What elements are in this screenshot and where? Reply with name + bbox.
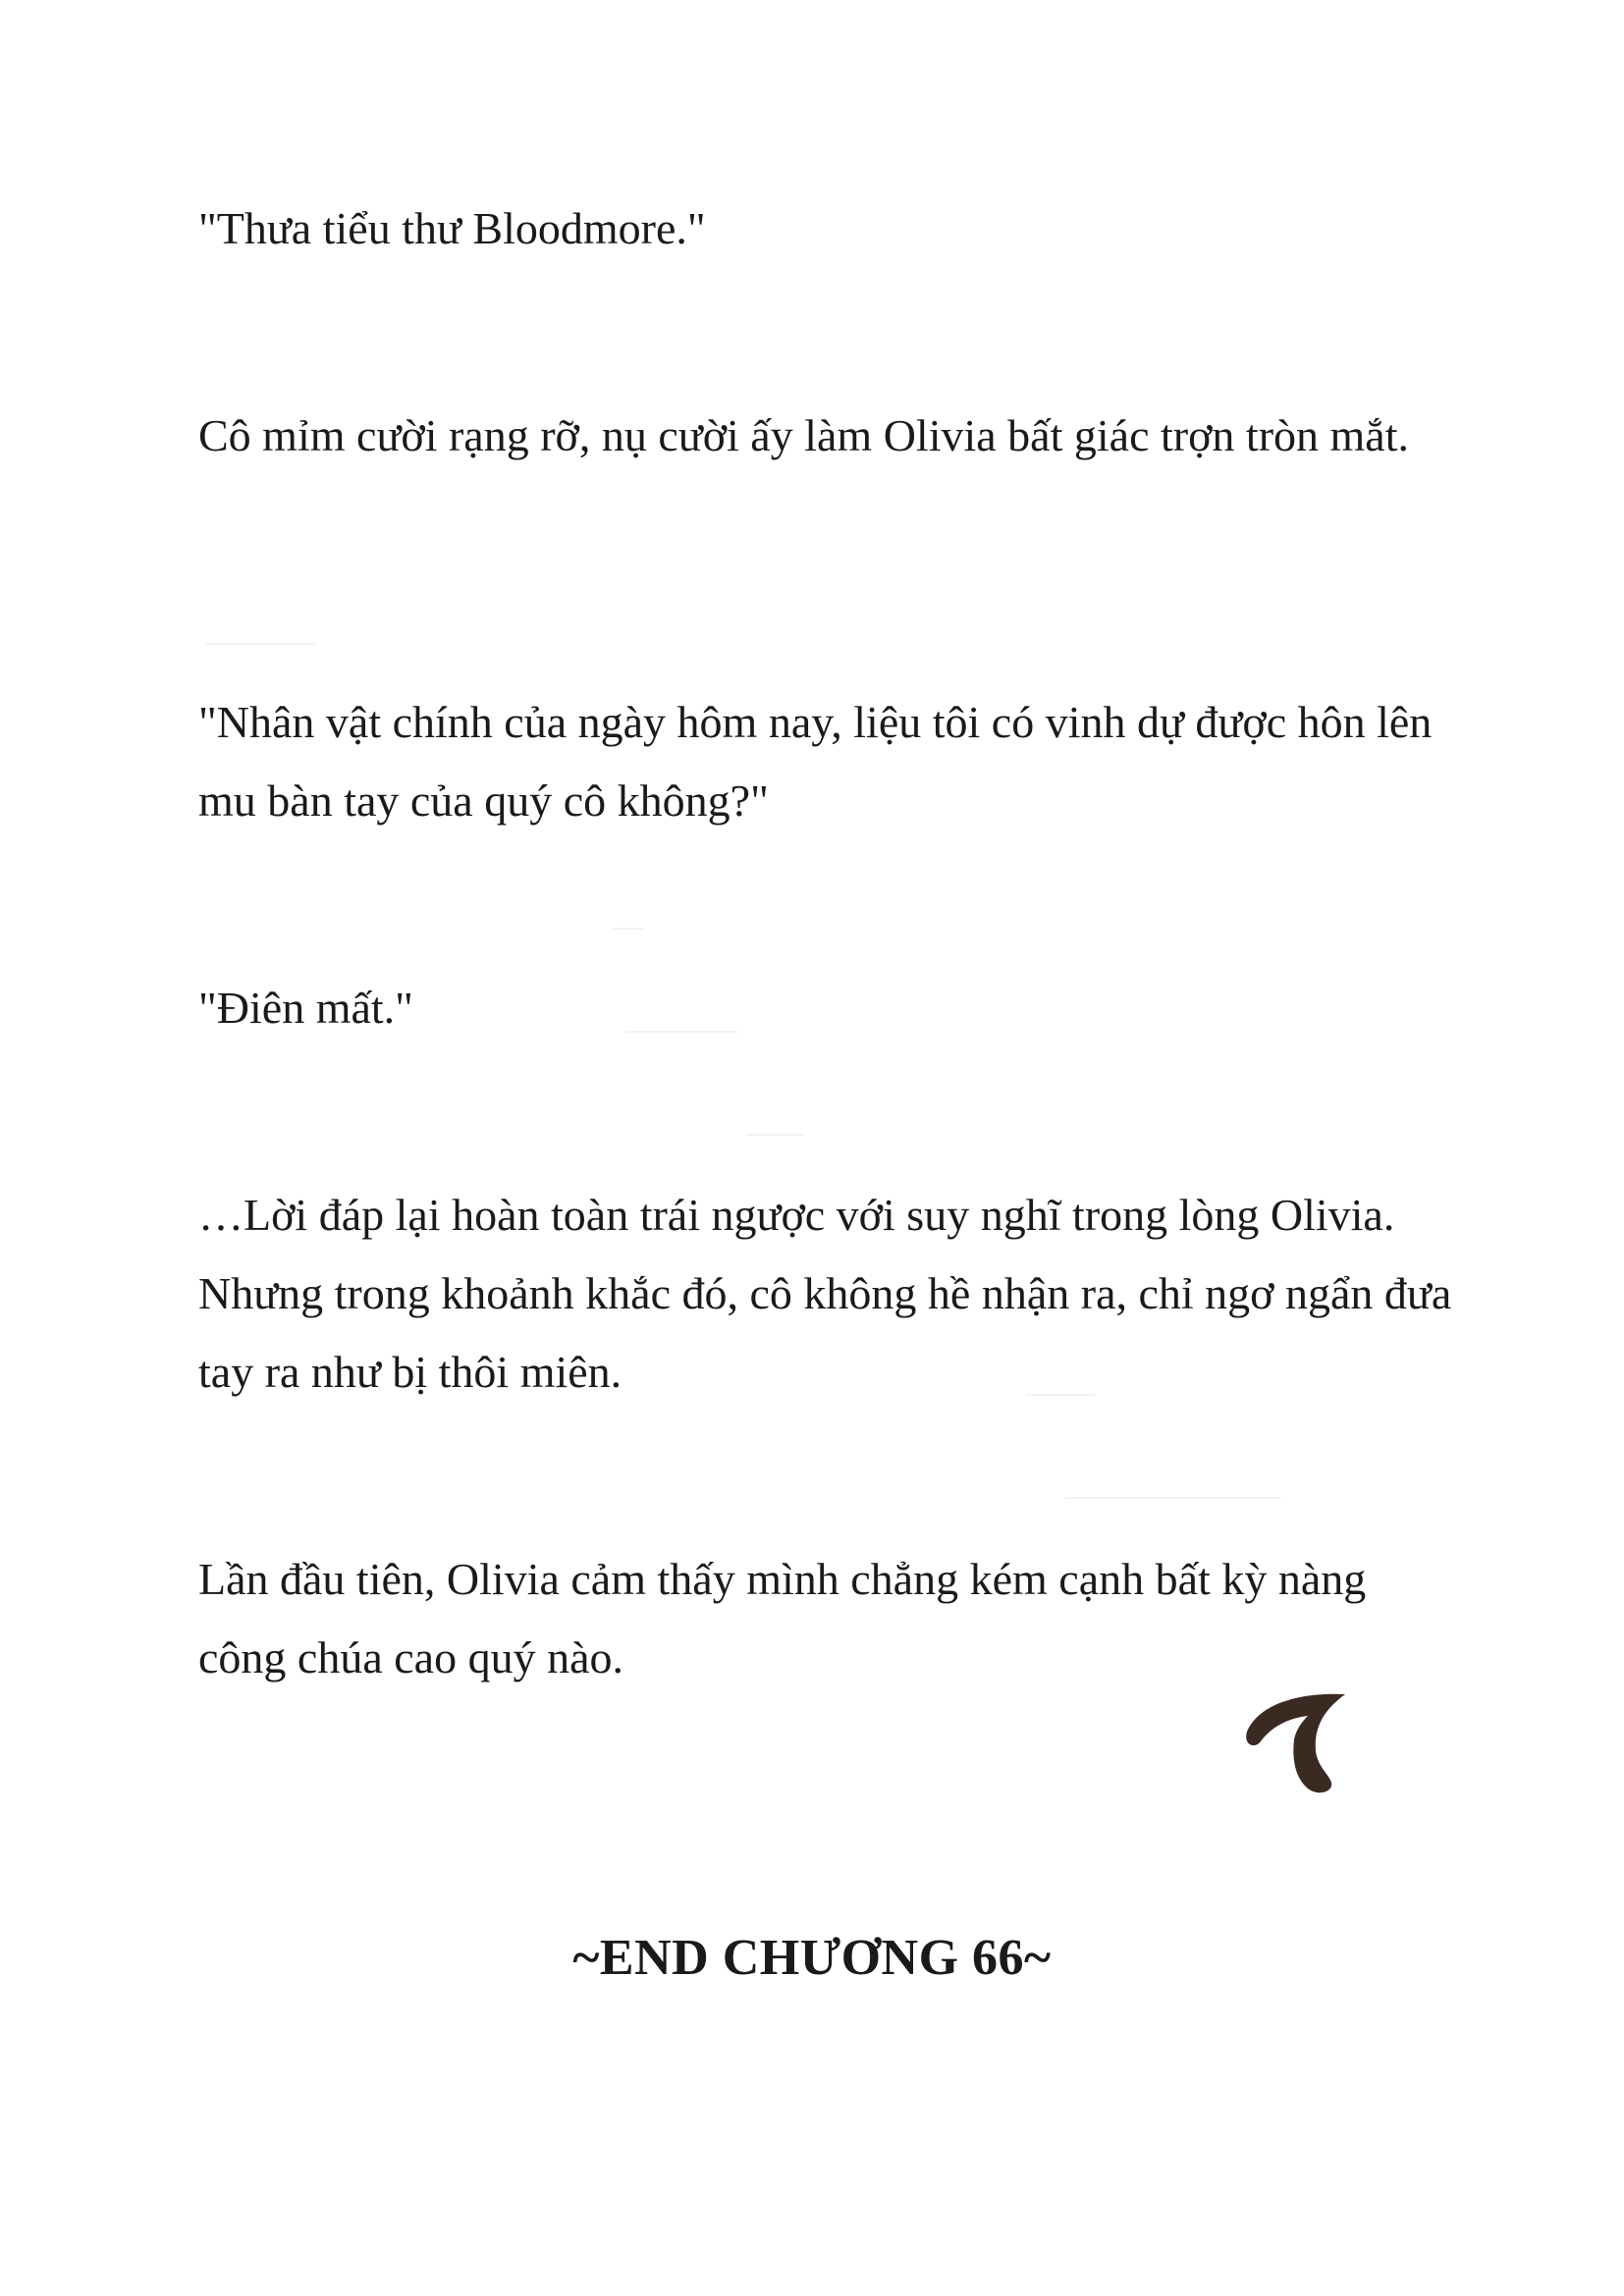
brush-hook-icon — [1239, 1681, 1353, 1796]
faint-artifact — [746, 1134, 805, 1136]
paragraph-kiss-request: "Nhân vật chính của ngày hôm nay, liệu tôi có vinh dự được hôn lên mu bàn tay của quý cô không?" — [198, 697, 1433, 826]
paragraph-reply: …Lời đáp lại hoàn toàn trái ngược với suy nghĩ trong lòng Olivia. Nhưng trong khoảnh khắc đó, cô không hề nhận ra, chỉ ngơ ngẩn đưa tay ra như bị thôi miên. — [198, 1190, 1452, 1397]
paragraph-crazy: "Điên mất." — [198, 983, 413, 1033]
faint-artifact — [624, 1031, 737, 1033]
faint-artifact — [206, 643, 314, 645]
paragraph-princess: Lần đầu tiên, Olivia cảm thấy mình chẳng kém cạnh bất kỳ nàng công chúa cao quý nào. — [198, 1554, 1367, 1682]
faint-artifact — [614, 928, 643, 930]
paragraph-greeting: "Thưa tiểu thư Bloodmore." — [198, 203, 706, 253]
faint-artifact — [1065, 1497, 1281, 1499]
faint-artifact — [1026, 1394, 1095, 1396]
chapter-end-title: ~END CHƯƠNG 66~ — [572, 1930, 1052, 1986]
paragraph-smile: Cô mỉm cười rạng rỡ, nụ cười ấy làm Olivia bất giác trợn tròn mắt. — [198, 410, 1409, 460]
